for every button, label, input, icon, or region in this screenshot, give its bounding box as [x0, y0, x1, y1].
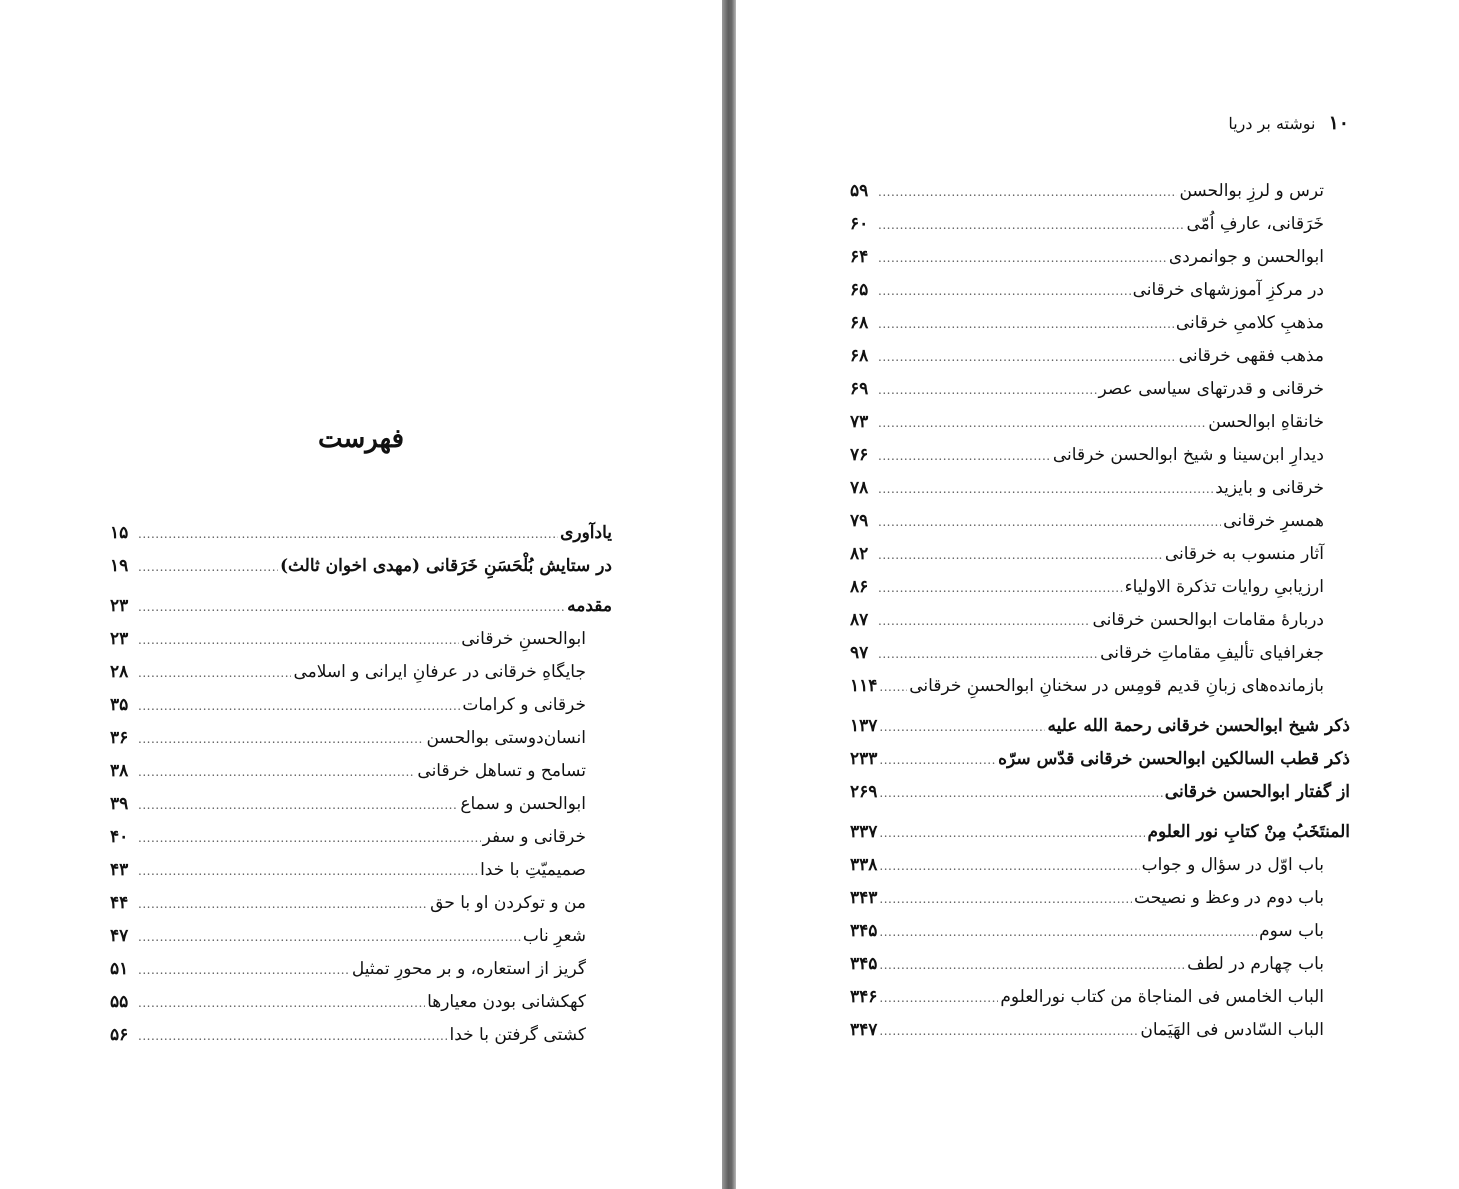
toc-entry-label: صمیمیّتِ با خدا	[480, 860, 586, 880]
toc-entry-label: الباب السّادس فی الهَیَمان	[1140, 1020, 1324, 1040]
toc-entry-label: مقدمه	[567, 596, 612, 616]
toc-entry-page: ۳۴۷	[850, 1020, 878, 1040]
toc-entry[interactable]	[850, 571, 1350, 604]
toc-entry-page: ۴۰	[110, 827, 129, 847]
toc-entry-label: ابوالحسنِ خرقانی	[461, 629, 586, 649]
toc-entry-label: آثار منسوب به خرقانی	[1164, 544, 1324, 564]
dot-leader	[878, 308, 1174, 341]
dot-leader	[138, 822, 481, 855]
toc-entry[interactable]	[850, 307, 1350, 340]
toc-entry-label: خَرَقانی، عارفِ اُمّی	[1186, 214, 1324, 234]
dot-leader	[879, 883, 1132, 916]
toc-entry-page: ۷۳	[850, 412, 869, 432]
toc-title: فهرست	[317, 424, 405, 454]
dot-leader	[879, 711, 1045, 744]
toc-entry-page: ۳۴۳	[850, 888, 878, 908]
dot-leader	[879, 817, 1145, 850]
toc-entry-page: ۲۸	[110, 662, 129, 682]
dot-leader	[878, 341, 1177, 374]
toc-entry-label: ارزیابیِ روایات تذکرة الاولیاء	[1124, 577, 1324, 597]
dot-leader	[879, 1015, 1138, 1048]
toc-entry[interactable]	[850, 439, 1350, 472]
toc-entry-page: ۳۴۵	[850, 954, 878, 974]
dot-leader	[879, 671, 907, 704]
dot-leader	[138, 756, 415, 789]
toc-entry-label: باب اوّل در سؤال و جواب	[1141, 855, 1324, 875]
toc-entry-label: جایگاهِ خرقانی در عرفانِ ایرانی و اسلامی	[293, 662, 586, 682]
toc-entry-page: ۵۵	[110, 992, 129, 1012]
toc-entry[interactable]	[110, 590, 612, 623]
toc-entry[interactable]	[110, 550, 612, 583]
toc-entry[interactable]	[110, 722, 612, 755]
toc-entry-page: ۸۲	[850, 544, 869, 564]
toc-entry-page: ۳۴۶	[850, 987, 878, 1007]
dot-leader	[878, 539, 1163, 572]
left-page	[0, 0, 722, 1189]
toc-entry-page: ۳۵	[110, 695, 129, 715]
dot-leader	[878, 572, 1123, 605]
dot-leader	[879, 744, 996, 777]
dot-leader	[878, 275, 1131, 308]
toc-entry[interactable]	[110, 517, 612, 550]
toc-entry-page: ۷۹	[850, 511, 869, 531]
dot-leader	[879, 949, 1185, 982]
dot-leader	[138, 921, 521, 954]
toc-entry[interactable]	[850, 538, 1350, 571]
toc-entry-label: کشتی گرفتن با خدا	[449, 1025, 586, 1045]
dot-leader	[878, 473, 1213, 506]
dot-leader	[138, 518, 558, 551]
toc-entry-page: ۸۷	[850, 610, 869, 630]
dot-leader	[878, 209, 1184, 242]
toc-list-right	[850, 175, 1350, 1047]
dot-leader	[879, 982, 998, 1015]
toc-entry-page: ۵۹	[850, 181, 869, 201]
toc-entry-label: ترس و لرزِ بوالحسن	[1179, 181, 1324, 201]
toc-entry-page: ۸۶	[850, 577, 869, 597]
dot-leader	[138, 591, 565, 624]
toc-entry-label: همسرِ خرقانی	[1223, 511, 1324, 531]
toc-entry-label: بازمانده‌های زبانِ قدیم قومِس در سخنانِ ابوالحسنِ خرقانی	[909, 676, 1324, 696]
toc-entry[interactable]	[110, 920, 612, 953]
toc-entry-page: ۹۷	[850, 643, 869, 663]
toc-entry-label: الباب الخامس فی المناجاة من کتاب نورالعلوم	[1000, 987, 1324, 1007]
toc-entry-label: تسامح و تساهل خرقانی	[417, 761, 586, 781]
toc-entry[interactable]	[110, 1019, 612, 1052]
toc-entry-page: ۵۶	[110, 1025, 129, 1045]
dot-leader	[138, 657, 291, 690]
toc-entry[interactable]	[850, 849, 1350, 882]
dot-leader	[138, 551, 278, 584]
dot-leader	[138, 624, 459, 657]
toc-entry-page: ۱۳۷	[850, 716, 878, 736]
toc-entry-page: ۴۴	[110, 893, 129, 913]
toc-entry[interactable]	[850, 1014, 1350, 1047]
right-page	[736, 0, 1459, 1189]
toc-entry[interactable]	[850, 743, 1350, 776]
toc-entry-page: ۳۳۸	[850, 855, 878, 875]
dot-leader	[878, 605, 1090, 638]
toc-entry-page: ۲۳	[110, 629, 129, 649]
toc-entry-label: خرقانی و قدرتهای سیاسی عصر	[1098, 379, 1324, 399]
toc-entry-label: انسان‌دوستی بوالحسن	[426, 728, 586, 748]
toc-entry[interactable]	[850, 175, 1350, 208]
toc-entry[interactable]	[850, 776, 1350, 809]
toc-entry-label: ابوالحسن و سماع	[460, 794, 586, 814]
toc-entry-page: ۳۳۷	[850, 822, 878, 842]
toc-entry-page: ۶۸	[850, 313, 869, 333]
toc-entry[interactable]	[850, 472, 1350, 505]
dot-leader	[138, 888, 428, 921]
toc-entry[interactable]	[850, 816, 1350, 849]
toc-entry-page: ۶۵	[850, 280, 869, 300]
toc-entry[interactable]	[850, 710, 1350, 743]
dot-leader	[138, 723, 424, 756]
toc-entry-label: در مرکزِ آموزشهای خرقانی	[1132, 280, 1324, 300]
toc-entry-page: ۳۹	[110, 794, 129, 814]
toc-entry-label: دربارهٔ مقامات ابوالحسن خرقانی	[1092, 610, 1324, 630]
toc-entry[interactable]	[110, 821, 612, 854]
dot-leader	[138, 855, 478, 888]
toc-entry-label: خانقاهِ ابوالحسن	[1208, 412, 1324, 432]
dot-leader	[138, 954, 350, 987]
dot-leader	[878, 638, 1098, 671]
toc-entry-page: ۶۰	[850, 214, 869, 234]
toc-entry[interactable]	[110, 788, 612, 821]
toc-entry-page: ۲۳	[110, 596, 129, 616]
toc-entry[interactable]	[850, 406, 1350, 439]
toc-entry-label: باب دوم در وعظ و نصیحت	[1134, 888, 1324, 908]
toc-entry-page: ۴۷	[110, 926, 129, 946]
toc-entry-page: ۱۹	[110, 556, 129, 576]
toc-entry-label: گریز از استعاره، و بر محورِ تمثیل	[351, 959, 586, 979]
dot-leader	[878, 440, 1051, 473]
toc-entry[interactable]	[850, 948, 1350, 981]
toc-entry-label: یادآوری	[560, 523, 612, 543]
toc-entry-label: جغرافیای تألیفِ مقاماتِ خرقانی	[1100, 643, 1324, 663]
toc-entry[interactable]	[110, 689, 612, 722]
toc-entry[interactable]	[110, 755, 612, 788]
toc-entry-label: خرقانی و سفر	[482, 827, 586, 847]
dot-leader	[878, 176, 1177, 209]
page-number: ۱۰	[1328, 112, 1349, 134]
toc-entry-page: ۳۶	[110, 728, 129, 748]
toc-entry[interactable]	[110, 656, 612, 689]
toc-entry[interactable]	[110, 854, 612, 887]
toc-entry-label: خرقانی و بایزید	[1215, 478, 1324, 498]
dot-leader	[879, 916, 1257, 949]
toc-entry-page: ۶۴	[850, 247, 869, 267]
dot-leader	[138, 1020, 447, 1053]
toc-entry-page: ۲۶۹	[850, 782, 878, 802]
toc-entry[interactable]	[110, 887, 612, 920]
toc-entry[interactable]	[850, 604, 1350, 637]
toc-list-left	[110, 517, 612, 1052]
dot-leader	[878, 374, 1097, 407]
dot-leader	[879, 777, 1162, 810]
toc-entry-label: شعرِ ناب	[522, 926, 586, 946]
running-title: نوشته بر دریا	[1228, 114, 1316, 133]
toc-entry[interactable]	[850, 981, 1350, 1014]
dot-leader	[879, 850, 1139, 883]
toc-entry-page: ۳۸	[110, 761, 129, 781]
toc-entry-page: ۲۳۳	[850, 749, 878, 769]
toc-entry[interactable]	[110, 986, 612, 1019]
toc-entry-label: من و توکردن او با حق	[430, 893, 586, 913]
toc-entry-page: ۵۱	[110, 959, 129, 979]
book-spine	[722, 0, 736, 1189]
toc-entry[interactable]	[850, 208, 1350, 241]
toc-entry-label: ابوالحسن و جوانمردی	[1168, 247, 1324, 267]
toc-entry-label: خرقانی و کرامات	[462, 695, 586, 715]
toc-entry[interactable]	[850, 505, 1350, 538]
toc-entry-page: ۱۵	[110, 523, 129, 543]
dot-leader	[878, 506, 1221, 539]
toc-entry-page: ۷۸	[850, 478, 869, 498]
toc-entry[interactable]	[850, 373, 1350, 406]
running-header	[1228, 112, 1349, 134]
toc-entry-page: ۳۴۵	[850, 921, 878, 941]
toc-entry[interactable]	[850, 340, 1350, 373]
toc-entry-label: مذهبِ کلامیِ خرقانی	[1175, 313, 1324, 333]
toc-entry[interactable]	[850, 670, 1350, 703]
toc-entry-label: کهکشانی بودن معیارها	[427, 992, 586, 1012]
toc-entry-page: ۶۹	[850, 379, 869, 399]
toc-entry-label: باب سوم	[1259, 921, 1324, 941]
toc-entry-label: المنتَخَبُ مِنْ کتابِ نور العلوم	[1147, 822, 1350, 842]
toc-entry-label: در ستایش بُلْحَسَنِ خَرَقانی (مهدی اخوان ثالث)	[279, 556, 612, 576]
toc-entry[interactable]	[850, 882, 1350, 915]
toc-entry[interactable]	[110, 953, 612, 986]
toc-entry[interactable]	[850, 637, 1350, 670]
toc-entry[interactable]	[110, 623, 612, 656]
dot-leader	[878, 242, 1167, 275]
toc-entry-label: مذهب فقهی خرقانی	[1178, 346, 1324, 366]
toc-entry-page: ۶۸	[850, 346, 869, 366]
toc-entry-page: ۷۶	[850, 445, 869, 465]
toc-entry-label: ذکر شیخ ابوالحسن خرقانی رحمة الله علیه	[1047, 716, 1350, 736]
dot-leader	[138, 690, 460, 723]
dot-leader	[138, 789, 458, 822]
toc-entry[interactable]	[850, 241, 1350, 274]
dot-leader	[878, 407, 1206, 440]
toc-entry-label: باب چهارم در لطف	[1187, 954, 1324, 974]
toc-entry-label: ذکر قطب السالکین ابوالحسن خرقانی قدّس سرّه	[998, 749, 1350, 769]
toc-entry-page: ۴۳	[110, 860, 129, 880]
toc-entry-page: ۱۱۴	[850, 676, 878, 696]
toc-entry[interactable]	[850, 915, 1350, 948]
toc-entry[interactable]	[850, 274, 1350, 307]
dot-leader	[138, 987, 425, 1020]
toc-entry-label: دیدارِ ابن‌سینا و شیخ ابوالحسن خرقانی	[1052, 445, 1324, 465]
toc-entry-label: از گفتار ابوالحسن خرقانی	[1164, 782, 1350, 802]
